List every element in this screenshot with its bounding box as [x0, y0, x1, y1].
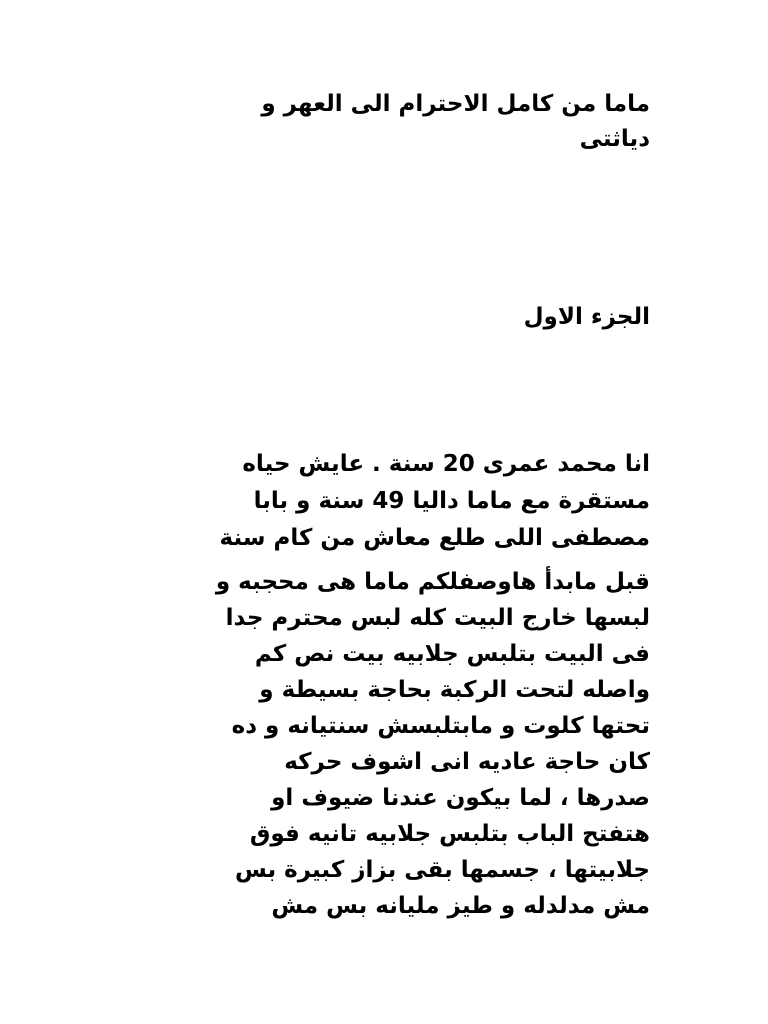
paragraph-intro	[110, 446, 650, 557]
title-line: ماما من كامل الاحترام الى العهر و	[261, 91, 650, 117]
paragraph-line: مش مدلدله و طيز مليانه بس مش	[271, 893, 650, 919]
paragraph-line: صدرها ، لما بيكون عندنا ضيوف او	[271, 785, 650, 811]
paragraph-line: مصطفى اللى طلع معاش من كام سنة	[219, 525, 650, 551]
paragraph-line: انا محمد عمرى 20 سنة . عايش حياه	[242, 451, 650, 477]
document-title	[110, 87, 650, 156]
part-heading	[110, 300, 650, 335]
paragraph-line: لبسها خارج البيت كله لبس محترم جدا	[225, 605, 650, 631]
paragraph-description	[110, 564, 650, 924]
paragraph-line: فى البيت بتلبس جلابيه بيت نص كم	[254, 641, 650, 667]
paragraph-line: واصله لتحت الركبة بحاجة بسيطة و	[259, 677, 650, 703]
paragraph-line: هتفتح الباب بتلبس جلابيه تانيه فوق	[249, 821, 650, 847]
paragraph-line: قبل مابدأ هاوصفلكم ماما هى محجبه و	[215, 569, 650, 595]
paragraph-line: كان حاجة عاديه انى اشوف حركه	[284, 749, 650, 775]
paragraph-line: جلابيتها ، جسمها بقى بزاز كبيرة بس	[235, 857, 650, 883]
title-line: دياثتى	[579, 125, 650, 152]
part-heading-text: الجزء الاول	[523, 304, 650, 330]
paragraph-line: تحتها كلوت و مابتلبسش سنتيانه و ده	[231, 713, 650, 739]
paragraph-line: مستقرة مع ماما داليا 49 سنة و بابا	[253, 488, 650, 514]
